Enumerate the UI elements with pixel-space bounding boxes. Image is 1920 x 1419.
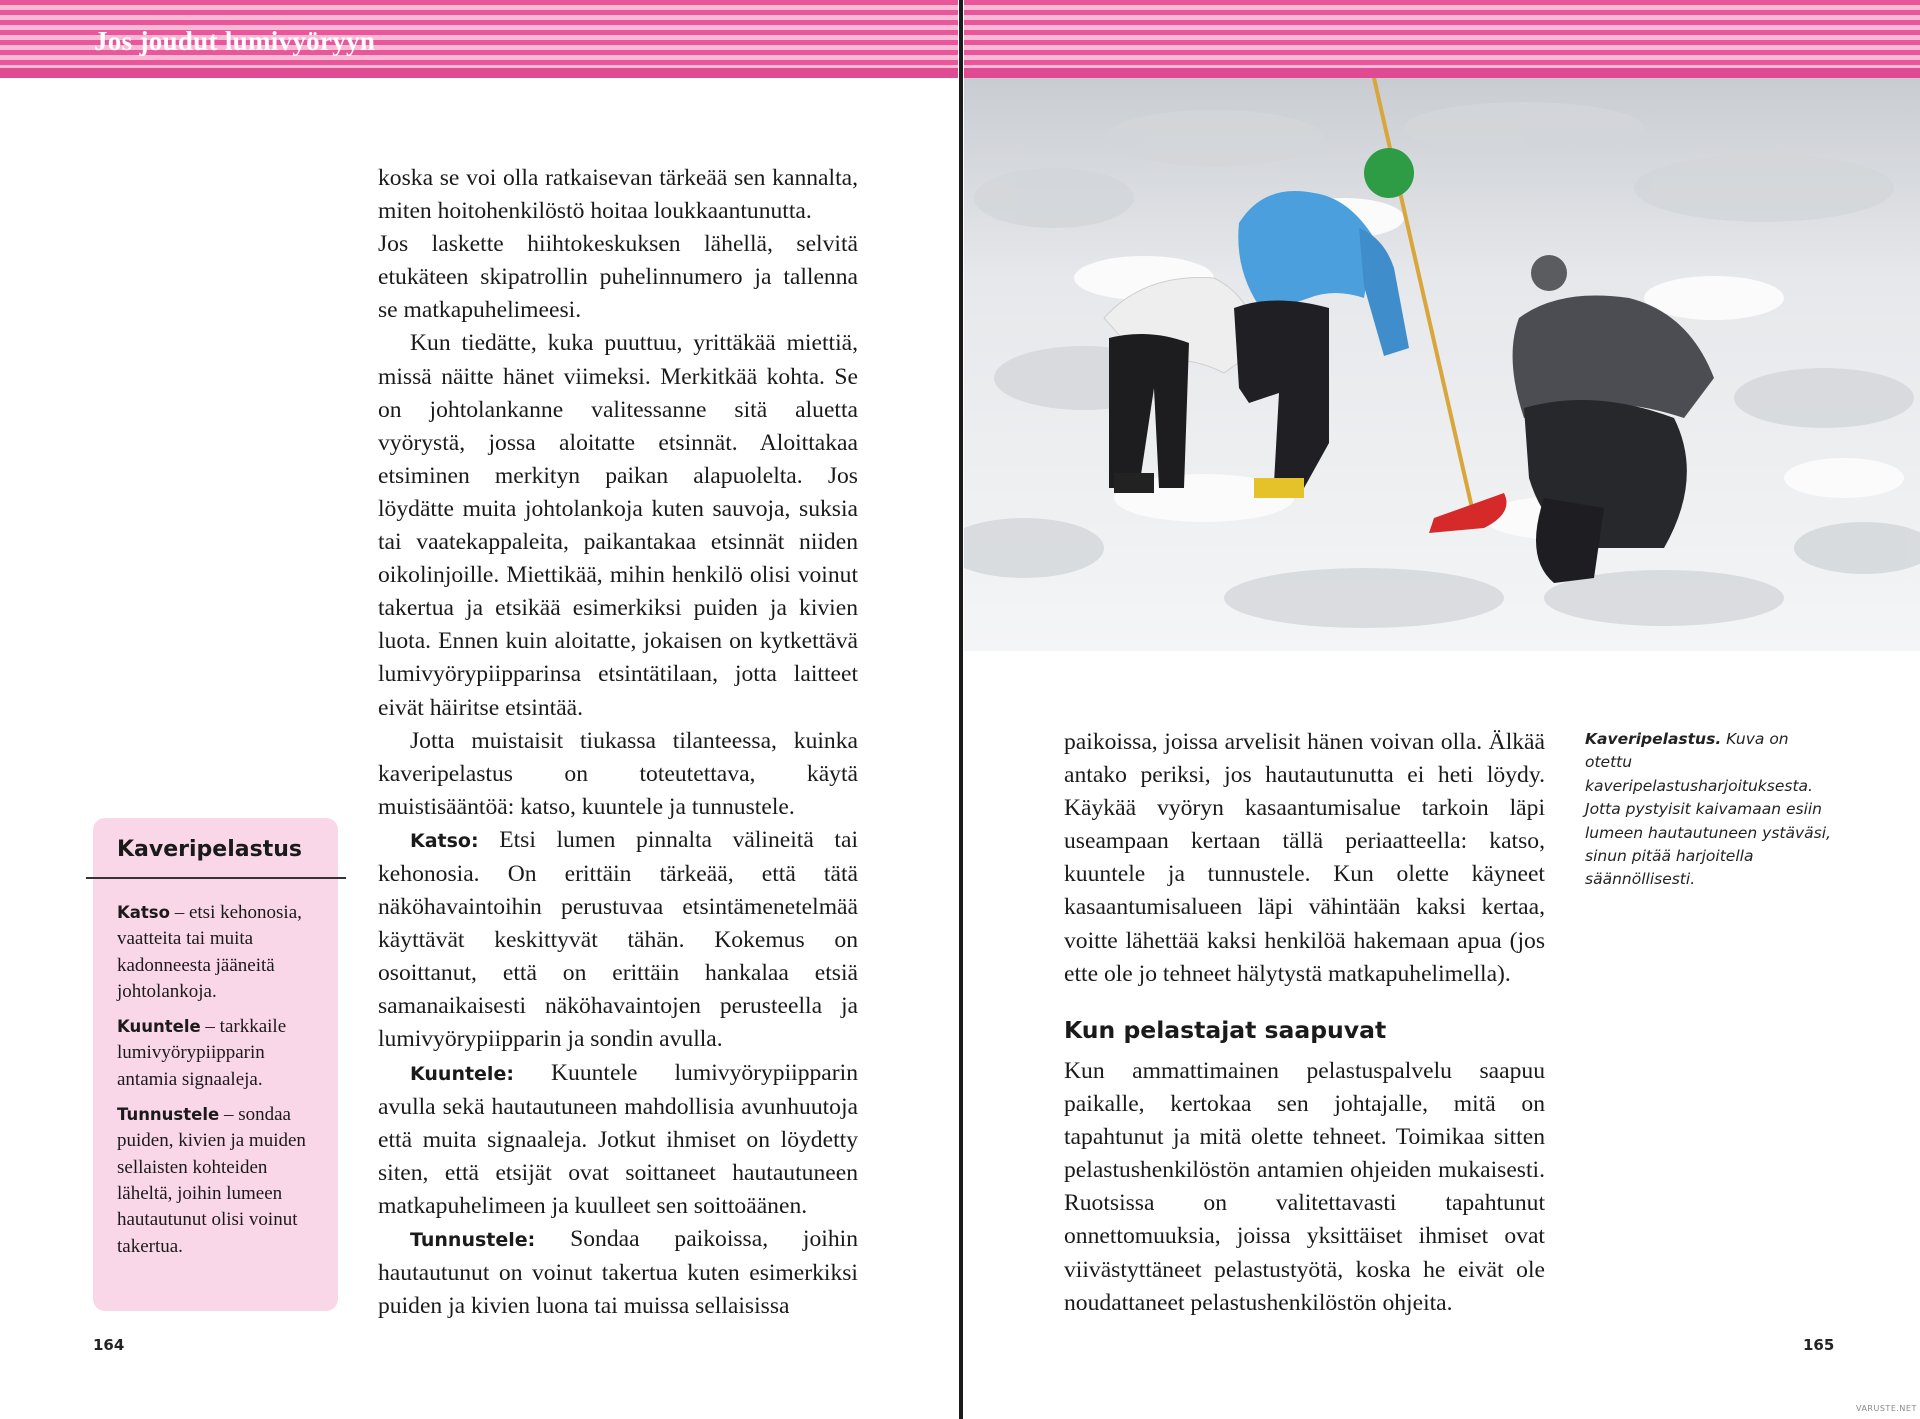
- step-text: Sondaa paikoissa, joihin hautautunut on voinut takertua kuten esimerkiksi puiden ja kivien luona tai muissa sellaisissa: [378, 1226, 858, 1320]
- sidebar-item-tunnustele: [117, 1102, 322, 1260]
- paragraph: paikoissa, joissa arvelisit hänen voivan olla. Älkää antako periksi, jos hautautunutta ei heti löydy. Käykää vyöryn kasaantumisalue tarkoin läpi useampaan kertaan tällä periaatteella: katso, kuuntele ja tunnustele. Kun olette käyneet kasaantumisalueen läpi vähintään kaksi kertaa, voitte lähettää kaksi henkilöä hakemaan apua (jos ette ole jo tehneet hälytystä matkapuhelimella).: [1064, 729, 1545, 987]
- step-text: Kuuntele lumivyörypiipparin avulla sekä hautautuneen mahdollisia avunhuutoja että muita signaaleja. Jotkut ihmiset on löydetty siten, että etsijät ovat soittaneet hautautuneen matkapuhelimeen ja kuulleet sen soittoäänen.: [378, 1059, 858, 1219]
- page-number-right: 165: [1803, 1336, 1835, 1354]
- step-kuuntele: [378, 1057, 858, 1223]
- rescue-photo: [964, 78, 1920, 651]
- chapter-title: Jos joudut lumivyöryyn: [94, 26, 376, 56]
- sidebar-term: Katso: [117, 903, 170, 922]
- caption-text: Kuva on otettu kaveripelastusharjoituksesta. Jotta pystyisit kaivamaan esiin lumeen hautautuneen ystäväsi, sinun pitää harjoitella säännöllisesti.: [1585, 730, 1831, 889]
- sidebar-text: – sondaa puiden, kivien ja muiden sellaisten kohteiden läheltä, joihin lumeen hautautunut olisi voinut takertua.: [117, 1104, 306, 1257]
- page-number-left: 164: [93, 1336, 125, 1354]
- step-label: Kuuntele:: [410, 1062, 514, 1085]
- sidebar-body: [117, 900, 322, 1269]
- book-spine-divider: [959, 0, 963, 1419]
- sidebar-title: Kaveripelastus: [117, 837, 302, 862]
- right-page-body-top: [1064, 726, 1545, 991]
- sidebar-item-katso: [117, 900, 322, 1005]
- step-text: Etsi lumen pinnalta välineitä tai kehonosia. On erittäin tärkeää, että tätä näköhavaintoihin perustuvaa etsintämenetelmää käyttävät keskittyvät tähän. Kokemus on osoittanut, että on erittäin hankalaa etsiä samanaikaisesti näköhavaintojen perusteella ja lumivyörypiipparin ja sondin avulla.: [378, 826, 858, 1053]
- watermark: VARUSTE.NET: [1856, 1404, 1917, 1413]
- paragraph: Kun tiedätte, kuka puuttuu, yrittäkää miettiä, missä näitte hänet viimeksi. Merkitkää kohta. Se on johtolankanne valitessanne sitä aluetta vyörystä, jossa aloitatte etsinnät. Aloittakaa etsiminen merkityn paikan alapuolelta. Jos löydätte muita johtolankoja kuten sauvoja, suksia tai vaatekappaleita, paikantakaa etsinnät niiden oikolinjoille. Miettikää, mihin henkilö olisi voinut takertua ja etsikää esimerkiksi puiden ja kivien luota. Ennen kuin aloitatte, jokaisen on kytkettävä lumivyörypiipparinsa etsintätilaan, jotta laitteet eivät häiritse etsintää.: [378, 330, 858, 721]
- paragraph: koska se voi olla ratkaisevan tärkeää sen kannalta, miten hoitohenkilöstö hoitaa loukkaantunutta.: [378, 165, 858, 225]
- sidebar-item-kuuntele: [117, 1014, 322, 1093]
- green-hat: [1364, 148, 1414, 198]
- right-page-body-bottom: [1064, 1055, 1545, 1320]
- photo-caption: [1585, 728, 1835, 892]
- step-label: Tunnustele:: [410, 1229, 536, 1251]
- step-label: Katso:: [410, 829, 479, 852]
- sidebar-term: Tunnustele: [117, 1105, 220, 1125]
- paragraph: Kun ammattimainen pelastuspalvelu saapuu paikalle, kertokaa sen johtajalle, mitä on tapahtunut ja mitä olette tehneet. Toimikaa sitten pelastushenkilöstön antamien ohjeiden mukaisesti. Ruotsissa on valitettavasti tapahtunut onnettomuuksia, joissa yksittäiset ihmiset ovat viivästyttäneet pelastustyötä, koska he eivät ole noudattaneet pelastushenkilöstön ohjeita.: [1064, 1058, 1545, 1316]
- sidebar-divider: [86, 877, 346, 879]
- caption-title: Kaveripelastus.: [1585, 730, 1722, 748]
- sidebar-text: – tarkkaile lumivyörypiipparin antamia signaaleja.: [117, 1016, 287, 1090]
- paragraph: Jos laskette hiihtokeskuksen lähellä, selvitä etukäteen skipatrollin puhelinnumero ja tallenna se matkapuhelimeesi.: [378, 231, 858, 324]
- header-stripes-right: [964, 0, 1920, 78]
- left-page-body: [378, 162, 858, 1323]
- step-tunnustele: [378, 1223, 858, 1323]
- sidebar-text: – etsi kehonosia, vaatteita tai muita kadonneesta jääneitä johtolankoja.: [117, 902, 302, 1002]
- sidebar-term: Kuuntele: [117, 1017, 201, 1037]
- paragraph: Jotta muistaisit tiukassa tilanteessa, kuinka kaveripelastus on toteutettava, käytä muistisääntöä: katso, kuuntele ja tunnustele.: [378, 727, 858, 820]
- section-heading: Kun pelastajat saapuvat: [1064, 1016, 1387, 1044]
- step-katso: [378, 824, 858, 1057]
